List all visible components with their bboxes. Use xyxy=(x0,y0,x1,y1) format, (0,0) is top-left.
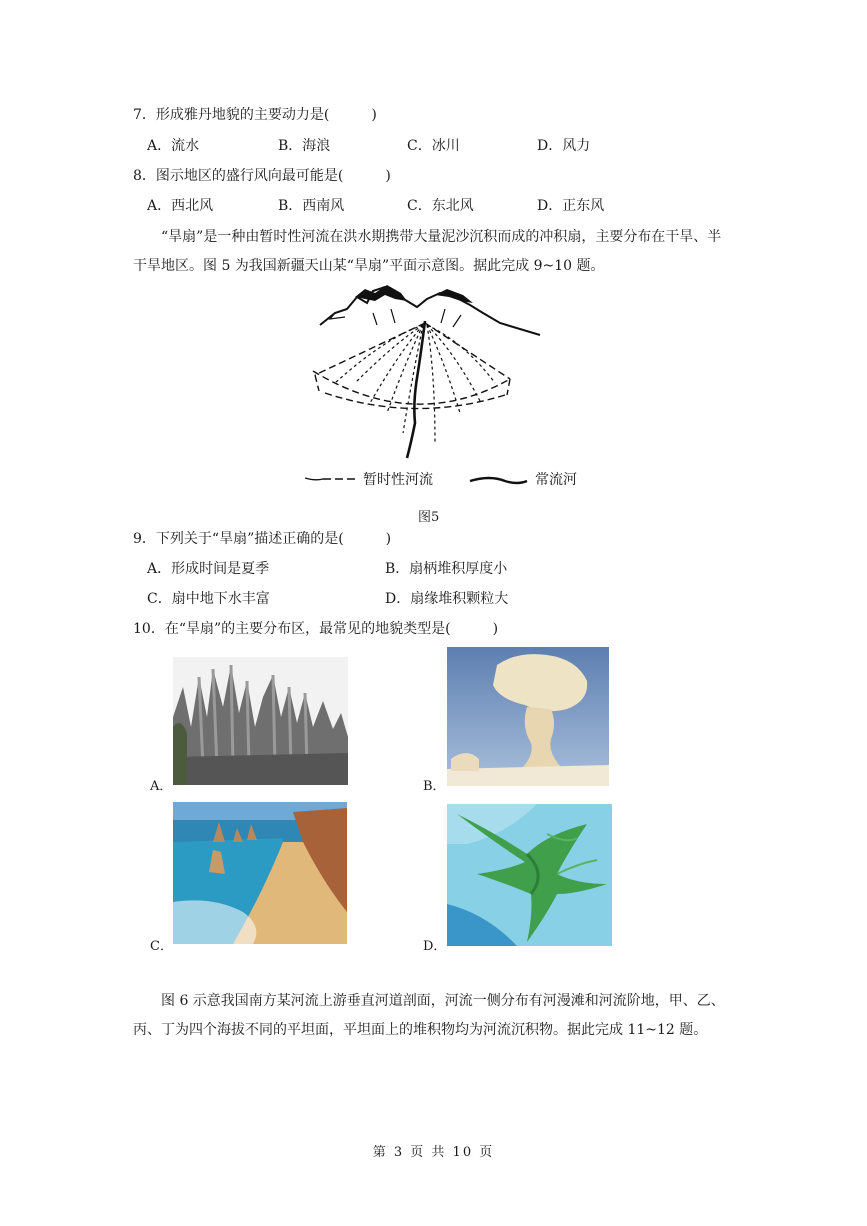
q9-option-a: A．形成时间是夏季 xyxy=(147,561,270,577)
q9-option-d: D．扇缘堆积颗粒大 xyxy=(385,591,509,607)
q8-option-c: C．东北风 xyxy=(407,198,474,214)
photo-a-label: A． xyxy=(150,779,173,794)
photo-c-label: C． xyxy=(150,939,173,954)
photo-d-satellite-delta xyxy=(447,804,612,946)
q8-option-d: D．正东风 xyxy=(537,198,605,214)
q8-option-a: A．西北风 xyxy=(147,198,214,214)
q7-option-a: A．流水 xyxy=(147,138,200,154)
figure-5-alluvial-fan-diagram xyxy=(295,283,595,498)
figure-5-caption: 图5 xyxy=(418,510,440,525)
page-number-footer: 第 3 页 共 10 页 xyxy=(372,1145,495,1160)
q9-option-c: C．扇中地下水丰富 xyxy=(147,591,270,607)
q7-option-d: D．风力 xyxy=(537,138,591,154)
photo-a-stone-forest xyxy=(173,657,348,785)
legend-permanent-river-label: 常流河 xyxy=(535,471,577,487)
photo-d-label: D． xyxy=(423,939,447,954)
q8-option-b: B．西南风 xyxy=(278,198,345,214)
question-8-stem: 8．图示地区的盛行风向最可能是( ) xyxy=(133,168,391,184)
q7-option-b: B．海浪 xyxy=(278,138,331,154)
q9-option-b: B．扇柄堆积厚度小 xyxy=(385,561,508,577)
question-10-stem: 10．在“旱扇”的主要分布区，最常见的地貌类型是( ) xyxy=(133,621,499,637)
intro-paragraph-11-12: 图 6 示意我国南方某河流上游垂直河道剖面，河流一侧分布有河漫滩和河流阶地，甲、乙、丙、丁为四个海拔不同的平坦面，平坦面上的堆积物均为河流沉积物。据此完成 11~12 题。 xyxy=(133,993,725,1038)
question-9-stem: 9．下列关于“旱扇”描述正确的是( ) xyxy=(133,531,392,547)
figure-5-legend xyxy=(305,471,577,487)
q7-option-c: C．冰川 xyxy=(407,138,460,154)
intro-paragraph-9-10: “旱扇”是一种由暂时性河流在洪水期携带大量泥沙沉积而成的冲积扇，主要分布在干旱、半干旱地区。图 5 为我国新疆天山某“旱扇”平面示意图。据此完成 9~10 题。 xyxy=(133,229,722,274)
photo-c-sea-stacks xyxy=(173,802,347,944)
mountain-range-icon xyxy=(320,285,540,335)
question-7-stem: 7．形成雅丹地貌的主要动力是( ) xyxy=(133,107,377,123)
photo-b-label: B． xyxy=(423,779,446,794)
photo-b-mushroom-rock xyxy=(447,647,609,786)
legend-temporary-river-label: 暂时性河流 xyxy=(363,471,433,487)
